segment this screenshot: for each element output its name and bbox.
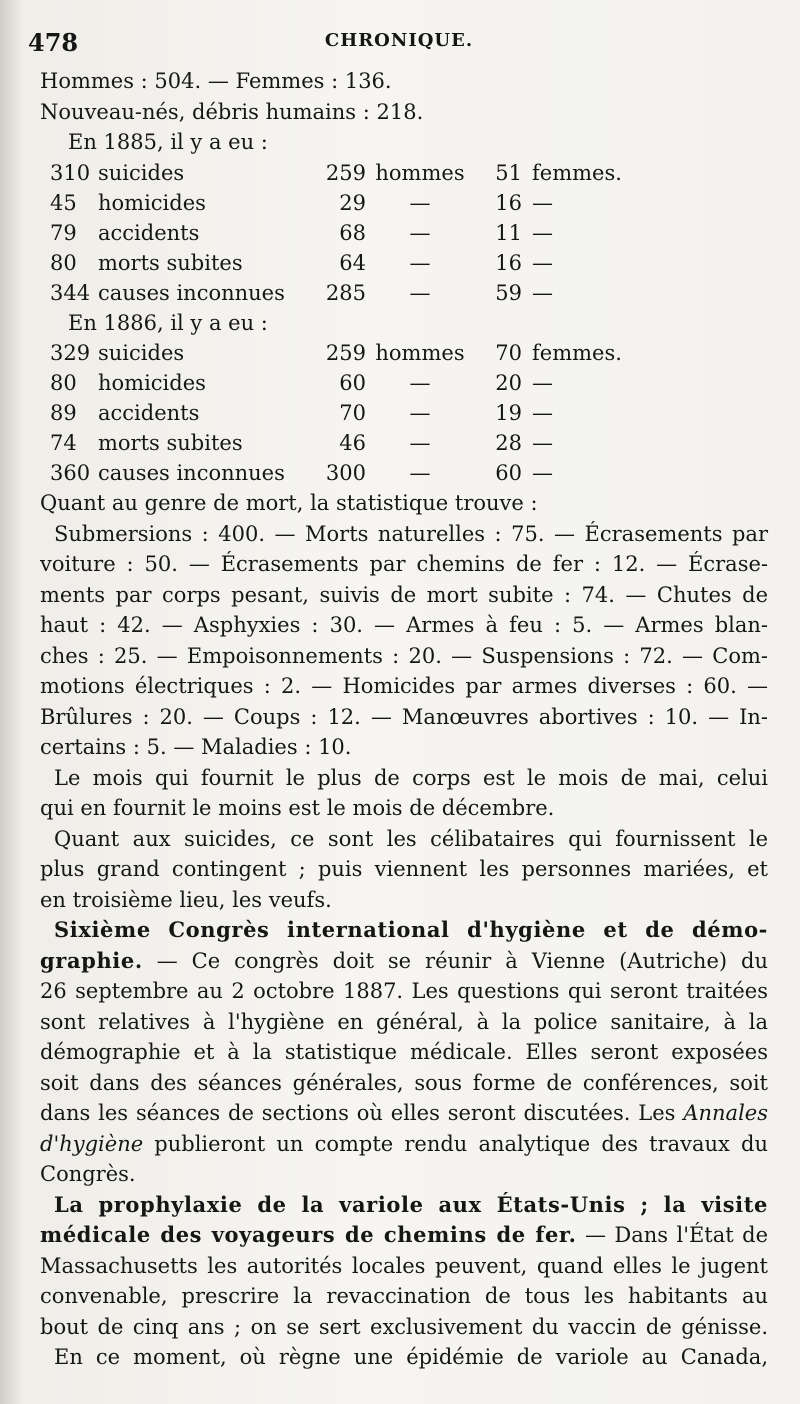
text-line <box>40 946 768 977</box>
section-title: médicale des voyageurs de chemins de fer. <box>40 1222 577 1247</box>
row-women-label: — <box>532 250 553 275</box>
row-men: 60 <box>339 371 366 395</box>
suicides-paragraph <box>40 824 768 916</box>
genre-intro: Quant au genre de mort, la statistique trouve : <box>40 491 538 515</box>
row-women-label: — <box>532 371 553 395</box>
page-number: 478 <box>28 28 79 57</box>
row-cause: suicides <box>98 341 185 365</box>
row-men-label: hommes <box>375 160 465 185</box>
table-row <box>50 428 642 458</box>
row-women-label: — <box>532 190 553 215</box>
table-row <box>50 278 642 308</box>
row-men-label: — <box>409 250 431 275</box>
text-line: sont relatives à l'hygiène en général, à la police sanitaire, à la <box>40 1009 768 1034</box>
row-women: 70 <box>495 341 522 365</box>
text-line: En ce moment, où règne une épidémie de variole au Canada, <box>54 1345 768 1369</box>
row-women: 11 <box>495 220 522 245</box>
row-cause: homicides <box>98 190 206 215</box>
row-count: 89 <box>50 401 77 425</box>
text-line: qui en fournit le moins est le mois de décembre. <box>40 796 555 820</box>
row-women: 28 <box>495 431 522 455</box>
row-women: 51 <box>495 160 522 185</box>
year-1886-heading: En 1886, il y a eu : <box>68 310 268 335</box>
row-count: 45 <box>50 190 77 215</box>
row-women-label: — <box>532 461 553 485</box>
row-women: 20 <box>495 371 522 395</box>
row-cause: morts subites <box>98 431 243 455</box>
row-men-label: — <box>409 371 431 395</box>
row-men: 259 <box>325 341 366 365</box>
text-line: haut : 42. — Asphyxies : 30. — Armes à feu : 5. — Armes blan- <box>40 613 768 637</box>
text-line: bout de cinq ans ; on se sert exclusivement du vaccin de génisse. <box>40 1314 768 1339</box>
row-men: 64 <box>339 250 366 275</box>
row-men-label: — <box>409 431 431 455</box>
row-count: 360 <box>50 461 91 485</box>
variole-section <box>40 1190 768 1373</box>
row-women-label: — <box>532 401 553 425</box>
table-row <box>50 158 642 188</box>
text-line: 26 septembre au 2 octobre 1887. Les questions qui seront traitées <box>40 979 768 1003</box>
row-men-label: — <box>409 190 431 215</box>
row-count: 74 <box>50 431 77 455</box>
row-women: 59 <box>495 280 522 305</box>
row-men: 300 <box>325 461 366 485</box>
row-count: 80 <box>50 371 77 395</box>
table-row <box>50 398 642 428</box>
row-cause: accidents <box>98 401 200 425</box>
section-title: La prophylaxie de la variole aux États-Unis ; la visite <box>54 1191 768 1217</box>
row-women-label: — <box>532 220 553 245</box>
row-men: 68 <box>339 220 366 245</box>
text-line: Le mois qui fournit le plus de corps est le mois de mai, celui <box>54 765 768 790</box>
row-count: 79 <box>50 220 77 245</box>
text-line: plus grand contingent ; puis viennent les personnes mariées, et <box>40 857 768 881</box>
page-header <box>28 28 770 58</box>
text-line: ments par corps pesant, suivis de mort subite : 74. — Chutes de <box>40 582 768 607</box>
row-men-label: — <box>409 401 431 425</box>
congres-section <box>40 915 768 1190</box>
text-line: Brûlures : 20. — Coups : 12. — Manœuvres abortives : 10. — In- <box>40 704 768 729</box>
text-line <box>40 1098 768 1129</box>
table-row <box>50 338 642 368</box>
row-cause: morts subites <box>98 250 243 275</box>
journal-title: d'hygiène <box>40 1131 144 1156</box>
intro-line: Hommes : 504. — Femmes : 136. <box>40 69 392 93</box>
row-women-label: — <box>532 431 553 455</box>
row-count: 344 <box>50 280 91 305</box>
row-women: 16 <box>495 190 522 215</box>
text-line: en troisième lieu, les veufs. <box>40 887 332 912</box>
row-women-label: — <box>532 280 553 305</box>
mois-paragraph <box>40 763 768 824</box>
table-row <box>50 368 642 398</box>
row-men-label: hommes <box>375 341 465 365</box>
text-line <box>40 915 768 946</box>
table-row <box>50 458 642 488</box>
text-line: soit dans des séances générales, sous forme de conférences, soit <box>40 1070 768 1095</box>
text-line: voiture : 50. — Écrasements par chemins de fer : 12. — Écrase- <box>40 552 768 576</box>
text-line: certains : 5. — Maladies : 10. <box>40 735 352 759</box>
row-men-label: — <box>409 280 431 305</box>
row-count: 310 <box>50 160 91 185</box>
text-line: ches : 25. — Empoisonnements : 20. — Suspensions : 72. — Com- <box>40 643 768 668</box>
table-row <box>50 218 642 248</box>
row-women: 19 <box>495 401 522 425</box>
text-line: convenable, prescrire la revaccination de tous les habitants au <box>40 1284 768 1308</box>
text-run: publieront un compte rendu analytique des travaux du <box>143 1131 768 1156</box>
running-title: CHRONIQUE. <box>324 30 474 51</box>
row-women: 16 <box>495 250 522 275</box>
row-count: 329 <box>50 341 91 365</box>
row-women-label: femmes. <box>532 160 622 185</box>
text-line: démographie et à la statistique médicale. Elles seront exposées <box>40 1040 768 1064</box>
text-line <box>40 1220 768 1251</box>
row-men: 259 <box>325 160 366 185</box>
row-cause: homicides <box>98 371 206 395</box>
text-line: Congrès. <box>40 1162 136 1186</box>
text-line: motions électriques : 2. — Homicides par armes diverses : 60. — <box>40 674 768 698</box>
text-line <box>40 1190 768 1221</box>
text-line <box>40 1129 768 1160</box>
text-line: Massachusetts les autorités locales peuvent, quand elles le jugent <box>40 1253 768 1278</box>
section-title: graphie. <box>40 947 143 973</box>
intro-line: Nouveau-nés, débris humains : 218. <box>40 99 424 124</box>
text-run: — Ce congrès doit se réunir à Vienne (Autriche) du <box>142 948 768 973</box>
journal-title: Annales <box>683 1101 768 1125</box>
text-run: — Dans l'État de <box>576 1223 768 1247</box>
table-row <box>50 188 642 218</box>
row-men: 285 <box>325 280 366 305</box>
row-cause: accidents <box>98 220 200 245</box>
page-body <box>40 66 768 1373</box>
stats-table-1885 <box>50 158 642 308</box>
text-line: Submersions : 400. — Morts naturelles : 75. — Écrasements par <box>54 521 768 546</box>
row-count: 80 <box>50 250 77 275</box>
row-women: 60 <box>495 461 522 485</box>
row-cause: causes inconnues <box>98 461 285 485</box>
row-women-label: femmes. <box>532 341 622 365</box>
row-men: 29 <box>339 190 366 215</box>
genre-paragraph <box>40 519 768 763</box>
year-1885-heading: En 1885, il y a eu : <box>68 130 268 154</box>
section-title: Sixième Congrès international d'hygiène et de démo- <box>54 917 768 942</box>
text-line: Quant aux suicides, ce sont les célibataires qui fournissent le <box>54 826 768 851</box>
row-cause: causes inconnues <box>98 280 285 305</box>
row-men: 46 <box>339 431 366 455</box>
row-men-label: — <box>409 461 431 485</box>
row-cause: suicides <box>98 160 185 185</box>
stats-table-1886 <box>50 338 642 488</box>
row-men-label: — <box>409 220 431 245</box>
row-men: 70 <box>339 401 366 425</box>
table-row <box>50 248 642 278</box>
text-run: dans les séances de sections où elles seront discutées. Les <box>40 1101 684 1125</box>
